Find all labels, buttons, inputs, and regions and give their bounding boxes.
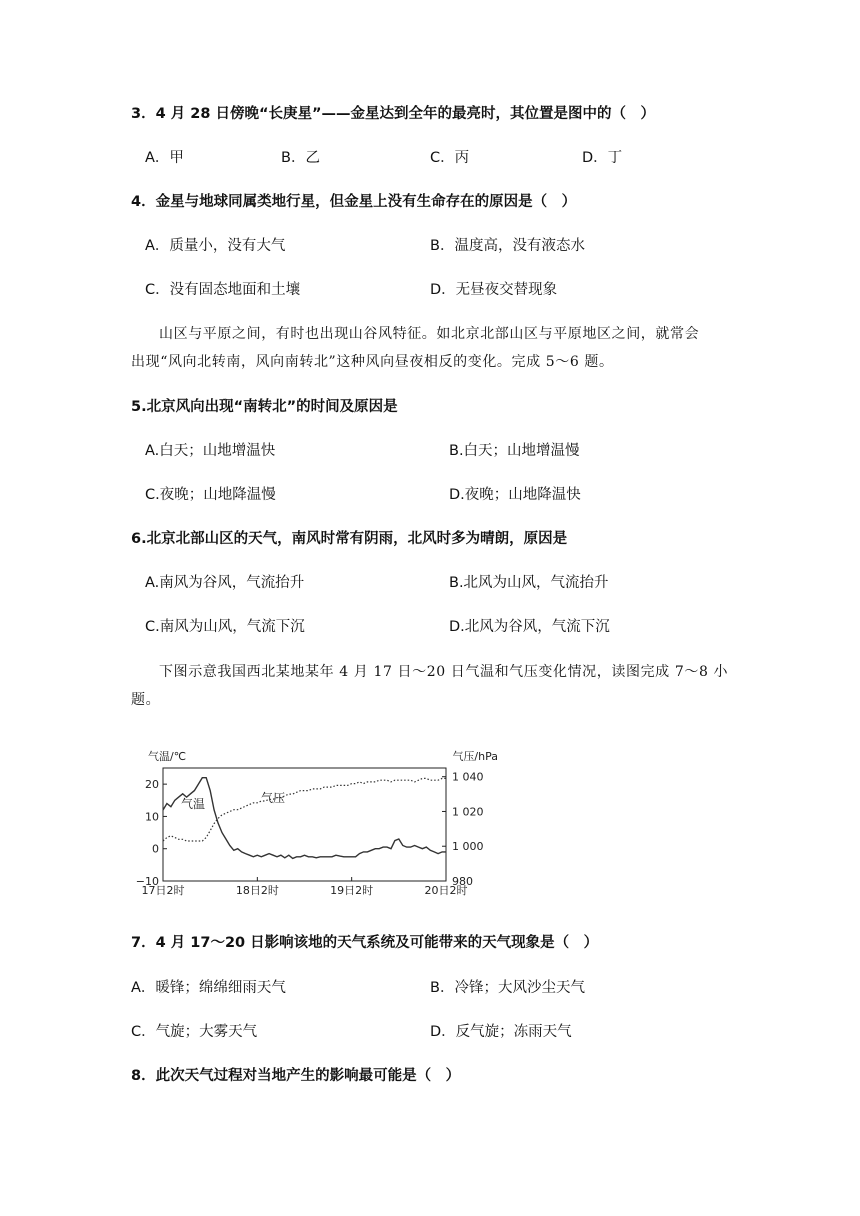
question-6-stem: 6.北京北部山区的天气，南风时常有阴雨，北风时多为晴朗，原因是 bbox=[131, 531, 568, 547]
x-tick-label: 19日2时 bbox=[330, 884, 374, 897]
pressure-series-label: 气压 bbox=[261, 791, 286, 805]
y2-tick-label: 1 020 bbox=[452, 805, 484, 819]
option-6d: D.北风为谷风，气流下沉 bbox=[449, 619, 610, 635]
x-tick-label: 18日2时 bbox=[235, 884, 279, 897]
y2-tick-label: 1 000 bbox=[452, 840, 484, 854]
option-6c: C.南风为山风，气流下沉 bbox=[145, 619, 305, 635]
y-tick-label: 10 bbox=[145, 810, 159, 824]
option-3d: D．丁 bbox=[582, 150, 623, 166]
option-5d: D.夜晚；山地降温快 bbox=[449, 487, 581, 503]
option-7a: A．暖锋；绵绵细雨天气 bbox=[131, 980, 286, 996]
passage-1-line-1: 山区与平原之间，有时也出现山谷风特征。如北京北部山区与平原地区之间，就常会 bbox=[159, 326, 700, 342]
y2-tick-label: 980 bbox=[452, 875, 473, 888]
y-tick-label: 0 bbox=[152, 842, 159, 856]
temperature-pressure-chart bbox=[135, 742, 500, 902]
option-5a: A.白天；山地增温快 bbox=[145, 443, 276, 459]
option-6a: A.南风为谷风，气流抬升 bbox=[145, 575, 305, 591]
option-3a: A．甲 bbox=[145, 150, 184, 166]
y-tick-label: −10 bbox=[135, 875, 159, 888]
y-axis-title: 气温/℃ bbox=[148, 750, 187, 763]
option-5b: B.白天；山地增温慢 bbox=[449, 443, 580, 459]
x-tick-label: 17日2时 bbox=[141, 884, 185, 897]
temperature-series-label: 气温 bbox=[181, 797, 206, 811]
question-7-stem: 7．4 月 17～20 日影响该地的天气系统及可能带来的天气现象是（ ） bbox=[131, 935, 599, 951]
option-3b: B．乙 bbox=[281, 150, 320, 166]
passage-2-line-1: 下图示意我国西北某地某年 4 月 17 日～20 日气温和气压变化情况，读图完成 7～8 小 bbox=[159, 664, 729, 680]
option-4a: A．质量小，没有大气 bbox=[145, 238, 286, 254]
pressure-line bbox=[163, 778, 446, 841]
temperature-line bbox=[163, 778, 446, 859]
y2-axis-title: 气压/hPa bbox=[452, 750, 498, 763]
question-3-stem: 3．4 月 28 日傍晚“长庚星”——金星达到全年的最亮时，其位置是图中的（ ） bbox=[131, 106, 656, 122]
option-7b: B．冷锋；大风沙尘天气 bbox=[430, 980, 585, 996]
question-8-stem: 8．此次天气过程对当地产生的影响最可能是（ ） bbox=[131, 1068, 461, 1084]
option-7c: C．气旋；大雾天气 bbox=[131, 1024, 258, 1040]
plot-frame bbox=[163, 768, 446, 881]
x-tick-label: 20日2时 bbox=[424, 884, 468, 897]
option-4d: D．无昼夜交替现象 bbox=[430, 282, 558, 298]
option-6b: B.北风为山风，气流抬升 bbox=[449, 575, 609, 591]
passage-1-line-2: 出现“风向北转南，风向南转北”这种风向昼夜相反的变化。完成 5～6 题。 bbox=[131, 354, 614, 370]
question-5-stem: 5.北京风向出现“南转北”的时间及原因是 bbox=[131, 399, 398, 415]
passage-2-line-2: 题。 bbox=[131, 692, 161, 708]
option-5c: C.夜晚；山地降温慢 bbox=[145, 487, 276, 503]
y2-tick-label: 1 040 bbox=[452, 770, 484, 784]
option-4b: B．温度高，没有液态水 bbox=[430, 238, 585, 254]
option-4c: C．没有固态地面和土壤 bbox=[145, 282, 301, 298]
option-3c: C．丙 bbox=[430, 150, 470, 166]
y-tick-label: 20 bbox=[145, 778, 159, 792]
option-7d: D．反气旋；冻雨天气 bbox=[430, 1024, 572, 1040]
question-4-stem: 4．金星与地球同属类地行星，但金星上没有生命存在的原因是（ ） bbox=[131, 194, 577, 210]
